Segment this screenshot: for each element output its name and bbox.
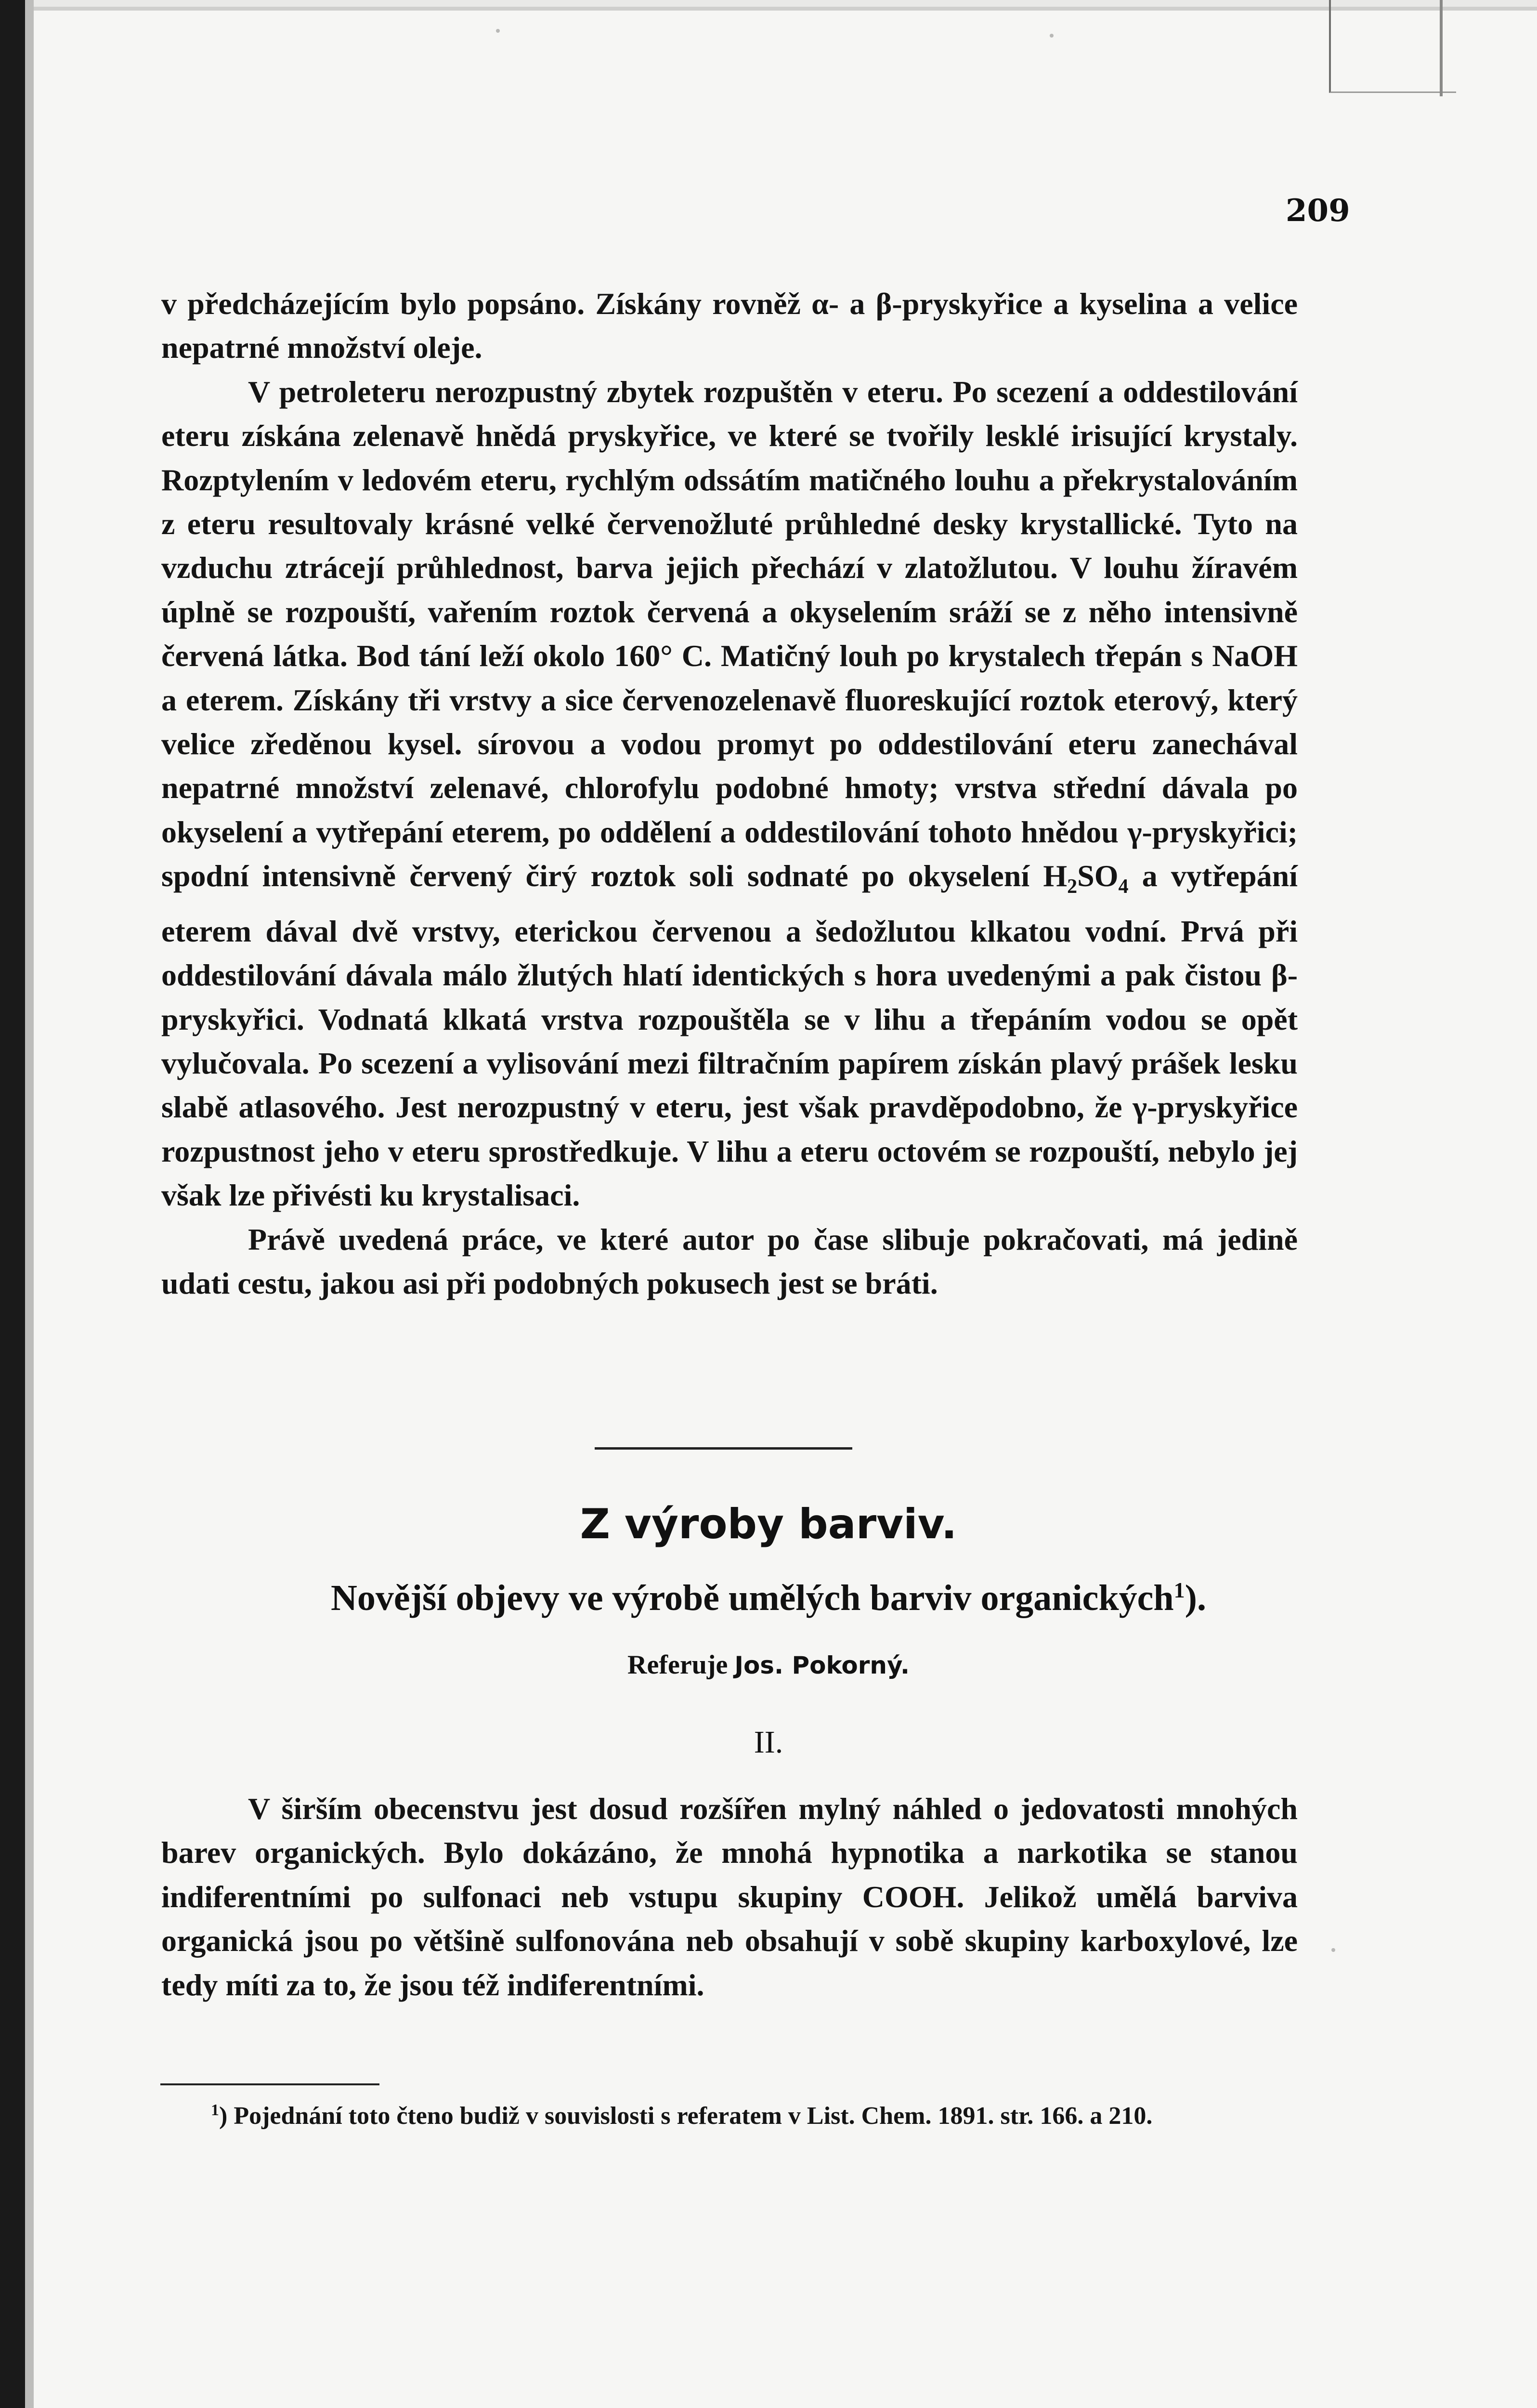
section-title: Z výroby barviv. [580,1500,957,1548]
footnote-reference: 1 [1173,1578,1185,1602]
footnote-text: ) Pojednání toto čteno budiž v souvislosti s referatem v List. Chem. 1891. str. 166. a 210. [219,2102,1153,2130]
scan-left-edge [0,0,25,2408]
author-name: Jos. Pokorný. [734,1651,910,1679]
paragraph [161,370,1298,1217]
page-number: 209 [1286,193,1350,229]
paragraph: v předcházejícím bylo popsáno. Získány rovněž α- a β-pryskyřice a kyselina a velice nepatrné množství oleje. [161,287,1298,365]
scan-speck [1331,1948,1335,1952]
scan-left-edge-shadow [25,0,34,2408]
chemical-formula: $H_2SO_4$ [1043,859,1129,898]
paragraph-text: a vytřepání eterem dával dvě vrstvy, eterickou červenou a šedožlutou klkatou vodní. Prvá při oddestilování dávala málo žlutých hlatí identických s hora uvedenými a pak čistou β-pryskyřici. Vodnatá klkatá vrstva rozpouštěla se v lihu a třepáním vodou se opět vylučovala. Po scezení a vylisování mezi filtračním papírem získán plavý prášek lesku slabě atlasového. Jest nerozpustný v eteru, jest však pravděpodobno, že γ-pryskyřice rozpustnost jeho v eteru sprostředkuje. V lihu a eteru octovém se rozpouští, nebylo jej však lze přivésti ku krystalisaci. [161,859,1298,1213]
footnote [160,2088,1299,2138]
paragraph-text: V petroleteru nerozpustný zbytek rozpuštěn v eteru. Po scezení a oddestilování eteru získána zelenavě hnědá pryskyřice, ve které se tvořily lesklé irisující krystaly. Rozptylením v ledovém eteru, rychlým odssátím matičného louhu a překrystalováním z eteru resultovaly krásné velké červenožluté průhledné desky krystallické. Tyto na vzduchu ztrácejí průhlednost, barva jejich přechází v zlatožlutou. V louhu žíravém úplně se rozpouští, vařením roztok červená a okyselením sráží se z něho intensivně červená látka. Bod tání leží okolo 160° C. Matičný louh po krystalech třepán s NaOH a eterem. Získány tři vrstvy a sice červenozelenavě fluoreskující roztok eterový, který velice zředěnou kysel. sírovou a vodou promyt po oddestilování eteru zanechával nepatrné množství zelenavé, chlorofylu podobné hmoty; vrstva střední dávala po okyselení a vytřepání eterem, po oddělení a oddestilování tohoto hnědou γ-pryskyřici; spodní intensivně červený čirý roztok soli sodnaté po okyselení [161,374,1298,893]
body-text-top [161,282,1298,1305]
scan-corner-mark-line [1440,0,1443,96]
body-text-bottom [161,1787,1298,2007]
section-divider [595,1447,852,1450]
article-title: Novější objevy ve výrobě umělých barviv organických$^1$). [331,1578,1206,1618]
part-number: II. [754,1725,783,1760]
scan-speck [1050,34,1054,38]
footnote-mark: 1 [211,2101,219,2119]
scan-corner-mark [1329,0,1456,93]
paragraph: V širším obecenstvu jest dosud rozšířen mylný náhled o jedovatosti mnohých barev organických. Bylo dokázáno, že mnohá hypnotika a narkotika se stanou indiferentními po sulfonaci neb vstupu skupiny COOH. Jelikož umělá barviva organická jsou po většině sulfonována neb obsahují v sobě skupiny karboxylové, lze tedy míti za to, že jsou též indiferentními. [161,1792,1298,2002]
scan-speck [496,29,500,33]
scan-top-edge [34,7,1537,11]
footnote-divider [160,2083,379,2085]
paragraph: Právě uvedená práce, ve které autor po čase slibuje pokračovati, má jedině udati cestu, jakou asi při podobných pokusech jest se bráti. [161,1222,1298,1300]
byline: Referuje Jos. Pokorný. [627,1650,910,1680]
